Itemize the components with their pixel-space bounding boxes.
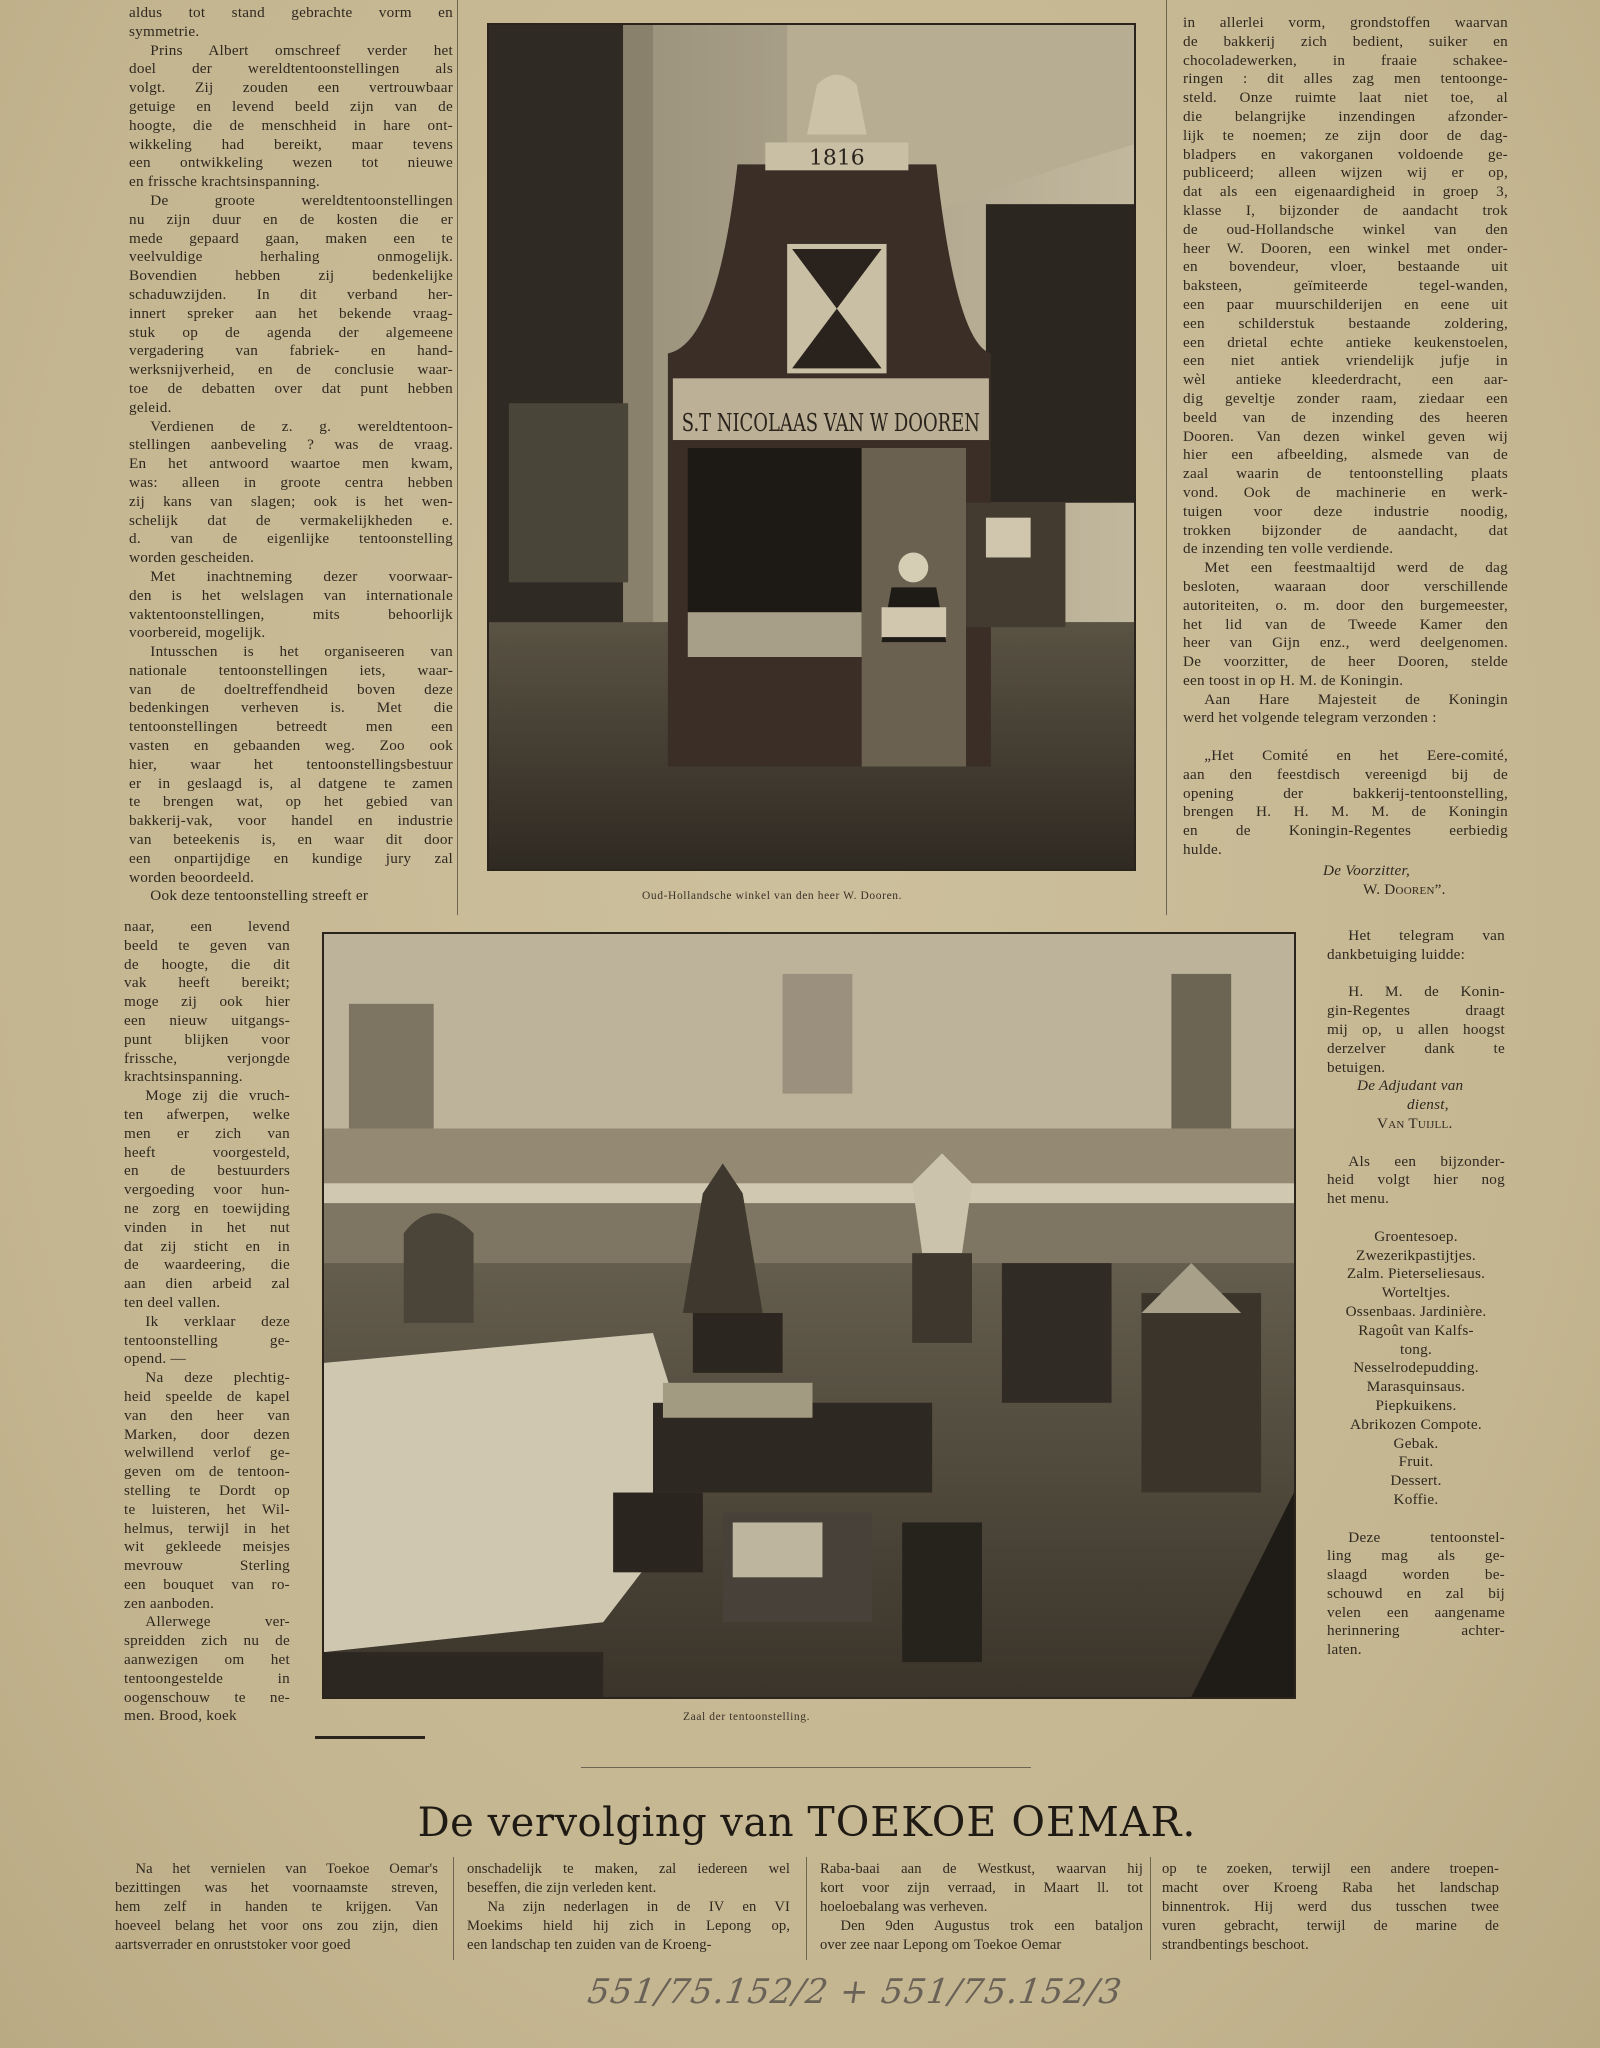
text-line: volgt. Zij zouden een vertrouwbaar bbox=[129, 79, 453, 97]
text-line: een paar muurschilderijen en eene uit bbox=[1183, 295, 1508, 313]
text-line: aan den feestdisch vereenigd bij de bbox=[1183, 765, 1508, 783]
menu-item: Zalm. Pieterseliesaus. bbox=[1346, 1265, 1486, 1283]
text-line: zen aanboden. bbox=[124, 1594, 215, 1612]
paragraph bbox=[129, 192, 453, 418]
paragraph bbox=[1183, 559, 1508, 691]
article-column-4 bbox=[1162, 1860, 1499, 1955]
menu-item: Nesselrodepudding. bbox=[1353, 1359, 1479, 1377]
text-line: „Het Comité en het Eere-comité, bbox=[1204, 747, 1508, 765]
text-line: heid volgt hier nog bbox=[1327, 1171, 1505, 1189]
text-line: toe de debatten over dat punt hebben bbox=[129, 379, 453, 397]
text-line: worden gescheiden. bbox=[129, 549, 255, 567]
text-line: tuigen voor deze industrie noodig, bbox=[1183, 502, 1508, 520]
signature-title: De Adjudant van bbox=[1357, 1077, 1464, 1095]
text-line: Met inachtneming dezer voorwaar- bbox=[150, 567, 453, 585]
paragraph bbox=[820, 1917, 1143, 1955]
text-line: Verdienen de z. g. wereldtentoon- bbox=[150, 417, 453, 435]
text-line: de hoogte, die dit bbox=[124, 955, 290, 973]
text-line: helmus, terwijl in het bbox=[124, 1519, 290, 1537]
text-line: hoogte, die de menschheid in hare ont- bbox=[129, 116, 453, 134]
text-line: aldus tot stand gebrachte vorm en bbox=[129, 4, 453, 21]
text-line: in allerlei vorm, grondstoffen waarvan bbox=[1183, 14, 1508, 31]
text-line: ringen : dit alles zag men tentoonge- bbox=[1183, 70, 1508, 88]
menu-item: Groentesoep. bbox=[1374, 1227, 1458, 1245]
text-line: van den heer van bbox=[124, 1406, 290, 1424]
text-line: De groote wereldtentoonstellingen bbox=[150, 191, 453, 209]
column-divider bbox=[457, 0, 458, 915]
text-line: beeld te geven van bbox=[124, 936, 290, 954]
text-line: van de doeltreffendheid boven deze bbox=[129, 680, 453, 698]
text-line: spreidden zich nu de bbox=[124, 1632, 290, 1650]
headline-name: TOEKOE OEMAR. bbox=[807, 1798, 1197, 1846]
menu-list bbox=[1327, 1228, 1505, 1510]
paragraph bbox=[1183, 14, 1508, 559]
text-line: het menu. bbox=[1327, 1190, 1390, 1208]
text-line: geleid. bbox=[129, 398, 172, 416]
text-line: welwillend verlof ge- bbox=[124, 1444, 290, 1462]
text-line: mij op, u allen hoogst bbox=[1327, 1020, 1505, 1038]
text-line: Moge zij die vruch- bbox=[145, 1087, 290, 1105]
text-line: en de bestuurders bbox=[124, 1162, 290, 1180]
text-line: binnentrok. Hij werd dus tusschen twee bbox=[1162, 1899, 1499, 1915]
text-line: hoeloebalang was verheven. bbox=[820, 1899, 988, 1915]
text-line: tentoongestelde in bbox=[124, 1669, 290, 1687]
text-line: Prins Albert omschreef verder het bbox=[150, 41, 453, 59]
text-line: Als een bijzonder- bbox=[1348, 1152, 1505, 1170]
text-line: symmetrie. bbox=[129, 22, 200, 40]
paragraph bbox=[1327, 1153, 1505, 1209]
text-line: hier, waar het tentoonstellingsbestuur bbox=[129, 755, 453, 773]
text-line: aartsverrader en onruststoker voor goed bbox=[115, 1937, 351, 1953]
text-line: En het antwoord waartoe men kwam, bbox=[129, 455, 453, 473]
text-line: geven om de tentoon- bbox=[124, 1463, 290, 1481]
text-line: velen een aangename bbox=[1327, 1603, 1505, 1621]
text-line: Na het vernielen van Toekoe Oemar's bbox=[135, 1861, 438, 1877]
text-line: H. M. de Konin- bbox=[1348, 983, 1505, 1001]
text-line: te luisteren, het Wil- bbox=[124, 1500, 290, 1518]
text-line: men. Brood, koek bbox=[124, 1707, 237, 1725]
text-line: voorbereid, mogelijk. bbox=[129, 624, 266, 642]
paragraph bbox=[129, 643, 453, 887]
text-line: chocoladewerken, in fraaie schakee- bbox=[1183, 51, 1508, 69]
article-headline bbox=[392, 1798, 1222, 1846]
paragraph bbox=[1327, 983, 1505, 1077]
text-line: dig geveltje zonder raam, ziedaar een bbox=[1183, 389, 1508, 407]
reply-intro bbox=[1327, 927, 1505, 965]
paragraph bbox=[129, 4, 453, 42]
text-line: Na deze plechtig- bbox=[145, 1369, 290, 1387]
text-line: een toost in op H. M. de Koningin. bbox=[1183, 671, 1404, 689]
telegram-text bbox=[1183, 747, 1508, 860]
text-line: Intusschen is het organiseeren van bbox=[150, 643, 453, 661]
text-line: op te zoeken, terwijl een andere troepen- bbox=[1162, 1861, 1499, 1877]
closing-paragraph bbox=[1327, 1529, 1505, 1661]
menu-item: Worteltjes. bbox=[1381, 1284, 1451, 1302]
left-text-column bbox=[129, 4, 453, 906]
text-line: een onpartijdige en kundige jury zal bbox=[129, 849, 453, 867]
text-line: oogenschouw te ne- bbox=[124, 1688, 290, 1706]
left-narrow-column bbox=[124, 918, 290, 1726]
article-column-3 bbox=[820, 1860, 1143, 1955]
text-line: punt blijken voor bbox=[124, 1030, 290, 1048]
text-line: opend. — bbox=[124, 1350, 186, 1368]
text-line: zij kans van slagen; ook is het wen- bbox=[129, 492, 453, 510]
text-line: hoeveel belang het voor ons zou zijn, dien bbox=[115, 1918, 438, 1934]
text-line: veelvuldige herhaling onmogelijk. bbox=[129, 248, 453, 266]
text-line: vasten en gebaanden weg. Zoo ook bbox=[129, 737, 453, 755]
paragraph bbox=[124, 918, 290, 1087]
text-line: Bovendien hebben zij bedenkelijke bbox=[129, 267, 453, 285]
telegram-signature bbox=[1183, 862, 1508, 900]
text-line: schouwd en zal bij bbox=[1327, 1584, 1505, 1602]
text-line: het lid van de Tweede Kamer den bbox=[1183, 615, 1508, 633]
text-line: publiceerd; alleen wijzen wij er op, bbox=[1183, 164, 1508, 182]
text-line: en de Koningin-Regentes eerbiedig bbox=[1183, 822, 1508, 840]
paragraph bbox=[467, 1860, 790, 1898]
text-line: ten afwerpen, welke bbox=[124, 1105, 290, 1123]
text-line: steld. Onze ruimte laat niet toe, al bbox=[1183, 89, 1508, 107]
text-line: Marken, door dezen bbox=[124, 1425, 290, 1443]
text-line: schelijk dat de vermakelijkheden e. bbox=[129, 511, 453, 529]
menu-item: Ragoût van Kalfs- bbox=[1358, 1321, 1474, 1339]
text-line: de inzending ten volle verdiende. bbox=[1183, 540, 1394, 558]
text-line: werksnijverheid, en de conclusie waar- bbox=[129, 361, 453, 379]
right-narrow-column bbox=[1327, 927, 1505, 1660]
text-line: wit gekleede meisjes bbox=[124, 1538, 290, 1556]
gable-year: 1816 bbox=[809, 145, 865, 171]
text-line: beeld van de inzending des heeren bbox=[1183, 408, 1508, 426]
menu-item: Dessert. bbox=[1390, 1472, 1442, 1490]
text-line: derzelver dank te bbox=[1327, 1039, 1505, 1057]
menu-item: Marasquinsaus. bbox=[1366, 1378, 1466, 1396]
paragraph bbox=[1183, 691, 1508, 729]
text-line: d. van de eigenlijke tentoonstelling bbox=[129, 530, 453, 548]
column-divider bbox=[806, 1857, 807, 1960]
text-line: heer van Gijn enz., werd deelgenomen. bbox=[1183, 634, 1508, 652]
text-line: zaal waarin de tentoonstelling plaats bbox=[1183, 465, 1508, 483]
paragraph bbox=[124, 1613, 290, 1726]
text-line: Raba-baai aan de Westkust, waarvan hij bbox=[820, 1861, 1143, 1877]
text-line: stellingen aanbeveling ? was de vraag. bbox=[129, 436, 453, 454]
paragraph bbox=[124, 1087, 290, 1313]
text-line: ten deel vallen. bbox=[124, 1293, 221, 1311]
text-line: vak heeft bereikt; bbox=[124, 974, 290, 992]
text-line: over zee naar Lepong om Toekoe Oemar bbox=[820, 1937, 1062, 1953]
text-line: kort voor zijn verraad, in Maart ll. tot bbox=[820, 1880, 1143, 1896]
text-line: Na zijn nederlagen in de IV en VI bbox=[487, 1899, 790, 1915]
text-line: stuk op de agenda der algemeene bbox=[129, 323, 453, 341]
text-line: macht over Kroeng Raba het landschap bbox=[1162, 1880, 1499, 1896]
text-line: vond. Ook de machinerie en werk- bbox=[1183, 483, 1508, 501]
text-line: en frissche krachtsinspanning. bbox=[129, 173, 320, 191]
article-column-1 bbox=[115, 1860, 438, 1955]
text-line: men er zich van bbox=[124, 1124, 290, 1142]
signature-title: De Voorzitter, bbox=[1323, 861, 1411, 879]
paragraph bbox=[129, 568, 453, 643]
text-line: heid speelde de kapel bbox=[124, 1387, 290, 1405]
text-line: stelling te Dordt op bbox=[124, 1481, 290, 1499]
text-line: die belangrijke inzendingen afzonder- bbox=[1183, 107, 1508, 125]
text-line: Den 9den Augustus trok een bataljon bbox=[840, 1918, 1143, 1934]
text-line: Dooren. Van dezen winkel geven wij bbox=[1183, 427, 1508, 445]
text-line: betuigen. bbox=[1327, 1058, 1386, 1076]
text-line: en bovendeur, vloer, bestaande uit bbox=[1183, 258, 1508, 276]
menu-item: Zwezerikpastijtjes. bbox=[1356, 1246, 1476, 1264]
section-divider bbox=[581, 1767, 1031, 1768]
text-line: hulde. bbox=[1183, 841, 1223, 859]
text-line: moge zij ook hier bbox=[124, 993, 290, 1011]
text-line: Moekims hield hij zich in Lepong op, bbox=[467, 1918, 790, 1934]
text-line: tentoonstellingen betreedt men een bbox=[129, 718, 453, 736]
text-line: slaagd worden be- bbox=[1327, 1566, 1505, 1584]
column-end-rule bbox=[315, 1736, 425, 1739]
paragraph bbox=[129, 42, 453, 192]
text-line: De voorzitter, de heer Dooren, stelde bbox=[1183, 653, 1508, 671]
text-line: Het telegram van bbox=[1348, 927, 1505, 944]
right-column-paragraphs bbox=[1183, 14, 1508, 728]
text-line: herinnering achter- bbox=[1327, 1622, 1505, 1640]
shop-photo-caption: Oud-Hollandsche winkel van den heer W. Dooren. bbox=[642, 890, 903, 902]
text-line: aanwezigen om het bbox=[124, 1651, 290, 1669]
paragraph bbox=[1327, 1529, 1505, 1661]
text-line: een nieuw uitgangs- bbox=[124, 1011, 290, 1029]
text-line: ne zorg en toewijding bbox=[124, 1199, 290, 1217]
text-line: vergoeding voor hun- bbox=[124, 1181, 290, 1199]
paragraph bbox=[129, 887, 453, 906]
paragraph bbox=[129, 418, 453, 568]
text-line: mevrouw Sterling bbox=[124, 1557, 290, 1575]
text-line: Ook deze tentoonstelling streeft er bbox=[150, 887, 369, 905]
menu-item: Gebak. bbox=[1393, 1434, 1439, 1452]
text-line: krachtsinspanning. bbox=[124, 1068, 243, 1086]
text-line: van beteekenis is, en waar dit door bbox=[129, 831, 453, 849]
text-line: laten. bbox=[1327, 1641, 1362, 1659]
paragraph bbox=[124, 1369, 290, 1613]
text-line: worden beoordeeld. bbox=[129, 868, 255, 886]
text-line: brengen H. H. M. M. de Koningin bbox=[1183, 803, 1508, 821]
headline-text: De vervolging van bbox=[417, 1800, 808, 1846]
text-line: nu zijn duur en de kosten die er bbox=[129, 210, 453, 228]
text-line: wèl antieke kleederdracht, een aar- bbox=[1183, 371, 1508, 389]
menu-item: Ossenbaas. Jardinière. bbox=[1345, 1302, 1487, 1320]
text-line: een bouquet van ro- bbox=[124, 1575, 290, 1593]
text-line: dankbetuiging luidde: bbox=[1327, 945, 1466, 963]
text-line: de bakkerij zich bedient, suiker en bbox=[1183, 32, 1508, 50]
text-line: heer W. Dooren, een winkel met onder- bbox=[1183, 239, 1508, 257]
text-line: ling mag als ge- bbox=[1327, 1547, 1505, 1565]
handwritten-archive-note: 551/75.152/2 + 551/75.152/3 bbox=[585, 1972, 1125, 2012]
hall-photo-caption: Zaal der tentoonstelling. bbox=[683, 1711, 811, 1723]
text-line: besloten, waaraan door verschillende bbox=[1183, 577, 1508, 595]
column-divider bbox=[1150, 1857, 1151, 1960]
paragraph bbox=[1183, 747, 1508, 860]
text-line: de oud-Hollandsche winkel van den bbox=[1183, 220, 1508, 238]
text-line: te brengen wat, op het gebied van bbox=[129, 793, 453, 811]
paragraph bbox=[820, 1860, 1143, 1917]
text-line: Deze tentoonstel- bbox=[1348, 1528, 1505, 1546]
paragraph bbox=[467, 1898, 790, 1955]
right-text-column bbox=[1183, 14, 1508, 899]
text-line: trokken bijzonder de aandacht, dat bbox=[1183, 521, 1508, 539]
text-line: een schilderstuk bestaande zoldering, bbox=[1183, 314, 1508, 332]
text-line: aan dien arbeid zal bbox=[124, 1275, 290, 1293]
reply-message bbox=[1327, 983, 1505, 1077]
text-line: getuige en levend beeld zijn van de bbox=[129, 97, 453, 115]
text-line: den is het welslagen van internationale bbox=[129, 586, 453, 604]
text-line: dat zij sticht en in bbox=[124, 1237, 290, 1255]
text-line: hem zelf in handen te krijgen. Van bbox=[115, 1899, 438, 1915]
text-line: bedenkingen verheven is. Met die bbox=[129, 699, 453, 717]
text-line: vaktentoonstellingen, mits behoorlijk bbox=[129, 605, 453, 623]
text-line: hier een afbeelding, alsmede van de bbox=[1183, 446, 1508, 464]
text-line: nationale tentoonstellingen iets, waar- bbox=[129, 661, 453, 679]
text-line: er in geslaagd is, al datgene te zamen bbox=[129, 774, 453, 792]
column-divider bbox=[453, 1857, 454, 1960]
text-line: autoriteiten, o. m. door den burgemeester, bbox=[1183, 596, 1508, 614]
paragraph bbox=[115, 1860, 438, 1955]
menu-item: Koffie. bbox=[1393, 1490, 1439, 1508]
reply-signature bbox=[1327, 1077, 1505, 1133]
shop-sign: S.T NICOLAAS VAN W DOOREN bbox=[681, 409, 980, 438]
text-line: lijk te noemen; ze zijn door de dag- bbox=[1183, 126, 1508, 144]
signature-title: dienst, bbox=[1407, 1096, 1449, 1114]
menu-item: Fruit. bbox=[1398, 1453, 1434, 1471]
text-line: Met een feestmaaltijd werd de dag bbox=[1204, 559, 1508, 577]
shop-photo bbox=[487, 23, 1136, 871]
menu-item: Piepkuikens. bbox=[1375, 1396, 1457, 1414]
text-line: een landschap ten zuiden van de Kroeng- bbox=[467, 1937, 712, 1953]
text-line: gin-Regentes draagt bbox=[1327, 1002, 1505, 1020]
text-line: bezittingen was het voornaamste streven, bbox=[115, 1880, 438, 1896]
text-line: wikkeling had bereikt, maar tevens bbox=[129, 135, 453, 153]
text-line: een drietal echte antieke keukenstoelen, bbox=[1183, 333, 1508, 351]
text-line: dat als een eigenaardigheid in groep 3, bbox=[1183, 183, 1508, 201]
text-line: baksteen, geïmiteerde tegel-wanden, bbox=[1183, 277, 1508, 295]
text-line: frissche, verjongde bbox=[124, 1049, 290, 1067]
text-line: beseffen, die zijn verleden kent. bbox=[467, 1880, 657, 1896]
text-line: werd het volgende telegram verzonden : bbox=[1183, 709, 1437, 727]
text-line: opening der bakkerij-tentoonstelling, bbox=[1183, 784, 1508, 802]
paragraph bbox=[124, 1313, 290, 1369]
text-line: Aan Hare Majesteit de Koningin bbox=[1204, 690, 1508, 708]
column-divider bbox=[1166, 0, 1167, 915]
signature-name: Van Tuijll. bbox=[1377, 1114, 1453, 1132]
text-line: de waardeering, die bbox=[124, 1256, 290, 1274]
menu-item: Abrikozen Compote. bbox=[1350, 1415, 1482, 1433]
text-line: bakkerij-vak, voor handel en industrie bbox=[129, 812, 453, 830]
text-line: Ik verklaar deze bbox=[145, 1312, 290, 1330]
text-line: Allerwege ver- bbox=[145, 1613, 290, 1631]
menu-item: tong. bbox=[1399, 1340, 1433, 1358]
article-column-2 bbox=[467, 1860, 790, 1955]
text-line: tentoonstelling ge- bbox=[124, 1331, 290, 1349]
text-line: een niet antiek vriendelijk jufje in bbox=[1183, 352, 1508, 370]
signature-name: W. Dooren”. bbox=[1363, 880, 1446, 898]
text-line: doel der wereldtentoonstellingen als bbox=[129, 60, 453, 78]
text-line: een ontwikkeling wezen tot nieuwe bbox=[129, 154, 453, 172]
text-line: strandbentings beschoot. bbox=[1162, 1937, 1309, 1953]
text-line: mede gepaard gaan, maken een te bbox=[129, 229, 453, 247]
text-line: vinden in het nut bbox=[124, 1218, 290, 1236]
text-line: naar, een levend bbox=[124, 918, 290, 935]
text-line: onschadelijk te maken, zal iedereen wel bbox=[467, 1861, 790, 1877]
text-line: klasse I, bijzonder de aandacht trok bbox=[1183, 201, 1508, 219]
text-line: vergadering van fabriek- en hand- bbox=[129, 342, 453, 360]
exhibition-hall-photo bbox=[322, 932, 1296, 1699]
text-line: schaduwzijden. In dit verband her- bbox=[129, 285, 453, 303]
text-line: heeft voorgesteld, bbox=[124, 1143, 290, 1161]
text-line: innert spreker aan het bekende vraag- bbox=[129, 304, 453, 322]
paragraph bbox=[1327, 927, 1505, 965]
text-line: bladpers en vakorganen voldoende ge- bbox=[1183, 145, 1508, 163]
paragraph bbox=[1162, 1860, 1499, 1955]
menu-intro bbox=[1327, 1153, 1505, 1209]
text-line: was: alleen in groote centra hebben bbox=[129, 473, 453, 491]
text-line: vuren gebracht, terwijl de marine de bbox=[1162, 1918, 1499, 1934]
